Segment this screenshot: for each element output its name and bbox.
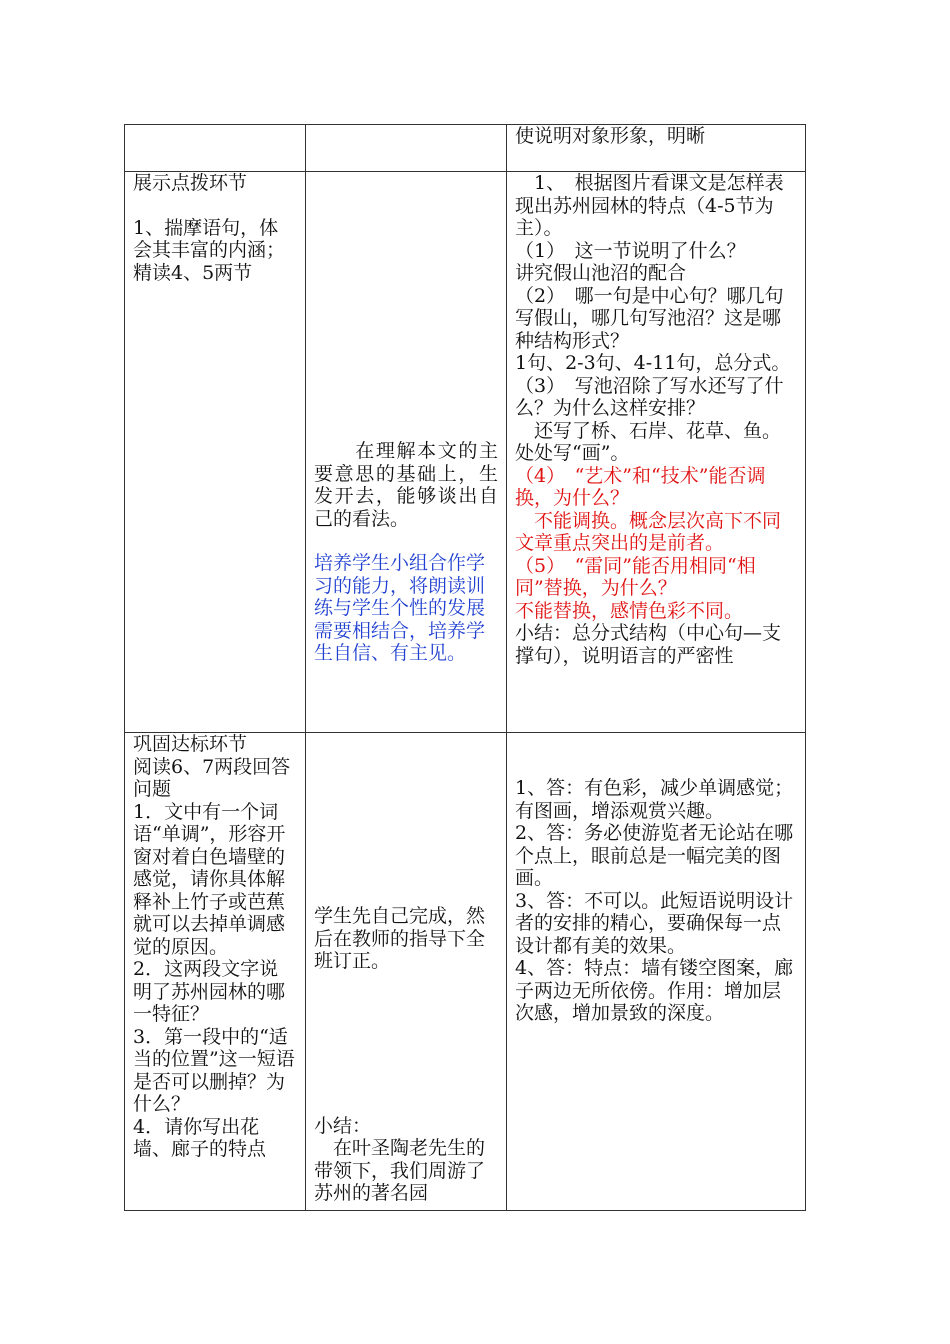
analysis-line: 讲究假山池沼的配合 [515,262,687,284]
analysis-line: （4） “艺术”和“技术”能否调换，为什么？ [515,464,766,509]
row0-col3-text: 使说明对象形象，明晰 [515,125,706,147]
answer-line: 4、答：特点：墙有镂空图案，廊子两边无所依傍。作用：增加层次感，增加景致的深度。 [515,957,794,1024]
analysis-line: （3） 写池沼除了写水还写了什么？为什么这样安排？ [515,374,784,419]
analysis-line: （1） 这一节说明了什么？ [515,239,746,262]
analysis-line: 1、 根据图片看课文是怎样表现出苏州园林的特点（4-5节为主）。 [515,172,784,239]
summary-text: 在叶圣陶老先生的带领下，我们周游了苏州的著名园 [314,1137,486,1204]
question-line: 阅读6、7两段回答问题 [133,755,291,800]
analysis-line: 1句、2-3句、4-11句，总分式。 [515,352,791,374]
question-line: 4．请你写出花墙、廊子的特点 [133,1115,267,1160]
row1-col3-cell [507,172,806,733]
row1-col2-cell [306,172,507,733]
table-row [125,172,806,733]
row1-col1-text: 1、揣摩语句，体会其丰富的内涵；精读4、5两节 [133,216,286,284]
row0-col2-cell [306,125,507,172]
table-row [125,125,806,172]
analysis-line: （2） 哪一句是中心句？哪几句写假山，哪几句写池沼？这是哪种结构形式？ [515,284,784,352]
row0-col1-cell [125,125,306,172]
answer-line: 2、答：务必使游览者无论站在哪个点上，眼前总是一幅完美的图画。 [515,822,794,889]
analysis-line: 不能调换。概念层次高下不同文章重点突出的是前者。 [515,509,782,554]
row1-col1-cell [125,172,306,733]
analysis-line: 不能替换，感情色彩不同。 [515,599,744,622]
analysis-line: 还写了桥、石岸、花草、鱼。处处写“画”。 [515,419,782,464]
row2-col2-text: 学生先自己完成，然后在教师的指导下全班订正。 [314,905,486,972]
row2-col2-cell [306,733,507,1211]
answer-line: 1、答：有色彩，减少单调感觉；有图画，增添观赏兴趣。 [515,777,794,822]
row1-col2-goal-text: 在理解本文的主要意思的基础上，生发开去，能够谈出自己的看法。 [314,440,498,530]
analysis-line: 小结：总分式结构（中心句—支撑句），说明语言的严密性 [515,622,782,667]
lesson-plan-table [124,124,806,1211]
table-row [125,733,806,1211]
section-title-display: 展示点拨环节 [133,172,248,194]
row0-col3-cell [507,125,806,172]
question-line: 1．文中有一个词语“单调”，形容开窗对着白色墙壁的感觉，请你具体解释补上竹子或芭蕉就可以去掉单调感觉的原因。 [133,800,286,958]
analysis-line: （5） “雷同”能否用相同“相同”替换，为什么？ [515,554,756,599]
row1-col2-cooperation-text: 培养学生小组合作学习的能力，将朗读训练与学生个性的发展需要相结合，培养学生自信、有主见。 [314,552,486,664]
answer-line: 3、答：不可以。此短语说明设计者的安排的精心，要确保每一点设计都有美的效果。 [515,889,794,957]
row2-col1-cell [125,733,306,1211]
question-line: 2．这两段文字说明了苏州园林的哪一特征？ [133,958,286,1025]
question-line: 3．第一段中的“适当的位置”这一短语是否可以删掉？为什么？ [133,1025,295,1115]
section-title-consolidate: 巩固达标环节 [133,733,248,755]
row2-col3-cell [507,733,806,1211]
summary-label: 小结： [314,1114,372,1137]
